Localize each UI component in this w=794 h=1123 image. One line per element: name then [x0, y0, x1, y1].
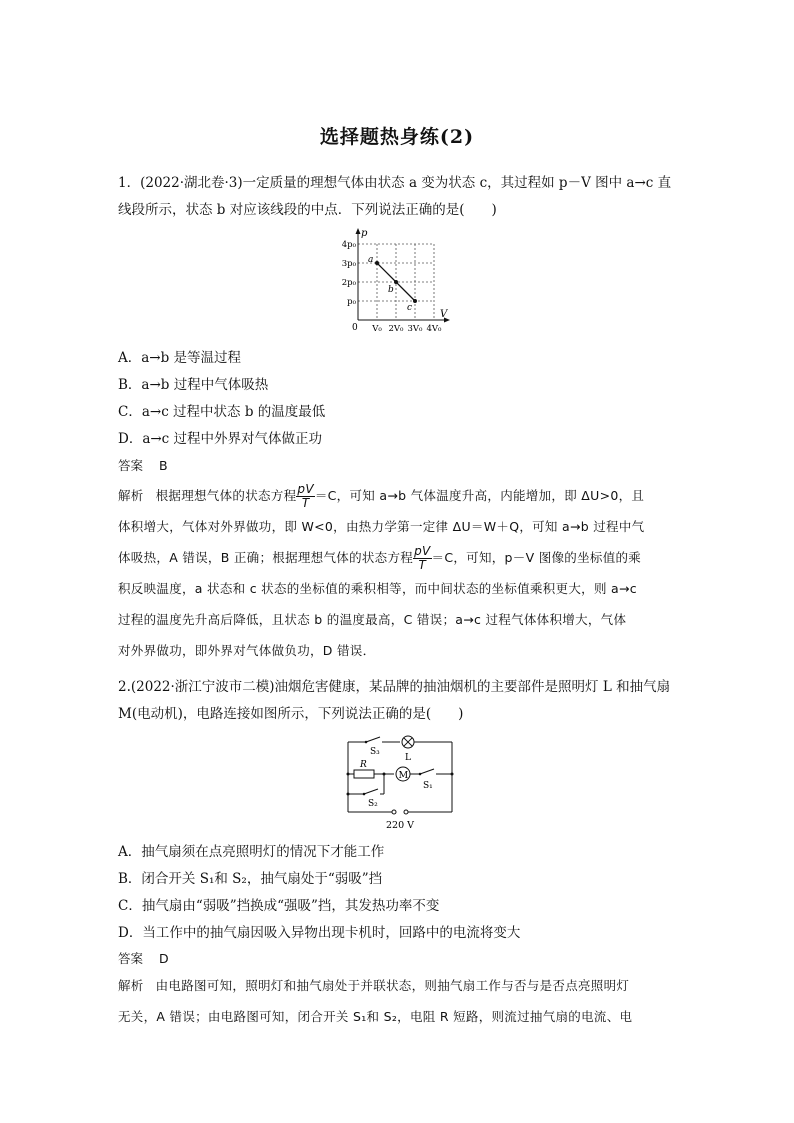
q2-stem-line-2: M(电动机)，电路连接如图所示，下列说法正确的是( ): [118, 706, 464, 722]
q1-sol-3b: ＝C，可知，p－V 图像的坐标值的乘: [431, 550, 642, 565]
y-tick-2p0: 2p₀: [341, 278, 356, 288]
label-s3: S₃: [370, 747, 380, 757]
q1-option-b: B．a→b 过程中气体吸热: [118, 377, 269, 393]
solution-label: 解析: [118, 488, 144, 503]
q2-option-a: A．抽气扇须在点亮照明灯的情况下才能工作: [118, 844, 385, 860]
label-voltage: 220 V: [385, 820, 415, 831]
x-tick-4v0: 4V₀: [426, 324, 442, 334]
p-axis-label: p: [361, 228, 368, 239]
pv-over-t-fraction: [296, 483, 314, 510]
label-r: R: [360, 760, 367, 770]
answer-value: B: [159, 458, 168, 473]
q1-stem: [118, 170, 678, 224]
q1-option-a: A．a→b 是等温过程: [118, 350, 242, 366]
origin-label: 0: [352, 323, 358, 333]
q1-sol-1a: 根据理想气体的状态方程: [155, 488, 297, 503]
pv-over-t-fraction-2: [413, 545, 431, 572]
label-s2: S₂: [368, 799, 378, 809]
frac-denominator: T: [301, 496, 310, 510]
q2-option-d: D．当工作中的抽气扇因吸入异物出现卡机时，回路中的电流将变大: [118, 925, 521, 941]
label-s1: S₁: [423, 781, 433, 791]
label-l: L: [405, 753, 411, 763]
point-a: [375, 261, 379, 265]
q1-solution-line-1: [118, 480, 678, 511]
answer-value-2: D: [159, 951, 169, 966]
label-b: b: [388, 285, 394, 295]
q1-solution-line-6: 对外界做功，即外界对气体做负功，D 错误．: [118, 643, 376, 658]
q1-stem-line-2: 线段所示，状态 b 对应该线段的中点．下列说法正确的是( ): [118, 202, 497, 218]
q2-solution-line-2: 无关，A 错误；由电路图可知，闭合开关 S₁和 S₂，电阻 R 短路，则流过抽气扇的电流、电: [118, 1009, 633, 1024]
label-c: c: [407, 303, 413, 313]
q1-solution-line-5: 过程的温度先升高后降低，且状态 b 的温度最高，C 错误；a→c 过程气体体积增大，气体: [118, 612, 627, 627]
label-m: M: [398, 770, 409, 781]
q1-option-c: C．a→c 过程中状态 b 的温度最低: [118, 404, 326, 420]
label-a: a: [368, 255, 374, 265]
solution-label-2: 解析: [118, 978, 144, 993]
y-tick-4p0: 4p₀: [341, 240, 356, 250]
answer-label: 答案: [118, 458, 144, 473]
q1-stem-line-1: 1．(2022·湖北卷·3)一定质量的理想气体由状态 a 变为状态 c，其过程如 p－V 图中 a→c 直: [118, 175, 672, 191]
circuit-diagram: [340, 734, 460, 832]
frac-numerator: pV: [297, 482, 314, 496]
x-tick-v0: V₀: [372, 324, 382, 334]
q1-solution-line-4: 积反映温度，a 状态和 c 状态的坐标值的乘积相等，而中间状态的坐标值乘积更大，则 a→c: [118, 581, 637, 596]
q2-stem-line-1: 2.(2022·浙江宁波市二模)油烟危害健康，某品牌的抽油烟机的主要部件是照明灯 L 和抽气扇: [118, 679, 671, 695]
q2-option-c: C．抽气扇由“弱吸”挡换成“强吸”挡，其发热功率不变: [118, 898, 440, 914]
q2-stem: [118, 674, 678, 728]
point-c: [413, 299, 417, 303]
q2-sol-1: 由电路图可知，照明灯和抽气扇处于并联状态，则抽气扇工作与否与是否点亮照明灯: [155, 978, 630, 993]
v-axis-label: V: [440, 309, 448, 320]
pv-graph: [336, 226, 460, 338]
y-tick-p0: p₀: [347, 297, 356, 307]
x-tick-3v0: 3V₀: [407, 324, 423, 334]
answer-label-2: 答案: [118, 951, 144, 966]
q1-solution-line-3: [118, 542, 678, 573]
q2-option-b: B．闭合开关 S₁和 S₂，抽气扇处于“弱吸”挡: [118, 871, 383, 887]
q1-solution-line-2: 体积增大，气体对外界做功，即 W<0，由热力学第一定律 ΔU＝W＋Q，可知 a→b 过程中气: [118, 519, 645, 534]
y-tick-3p0: 3p₀: [341, 259, 356, 269]
frac-denominator-2: T: [418, 558, 427, 572]
page-title: 选择题热身练(2): [319, 126, 475, 148]
q1-sol-3a: 体吸热，A 错误，B 正确；根据理想气体的状态方程: [118, 550, 414, 565]
x-tick-2v0: 2V₀: [388, 324, 404, 334]
q1-option-d: D．a→c 过程中外界对气体做正功: [118, 431, 323, 447]
q2-answer: [118, 949, 169, 967]
q1-solution: [118, 480, 678, 666]
q1-answer: [118, 456, 168, 474]
q2-solution-line-1: [118, 970, 678, 1001]
point-b: [394, 280, 398, 284]
q2-solution: [118, 970, 678, 1032]
frac-numerator-2: pV: [414, 544, 431, 558]
q1-sol-1b: ＝C，可知 a→b 气体温度升高，内能增加，即 ΔU>0，且: [314, 488, 645, 503]
